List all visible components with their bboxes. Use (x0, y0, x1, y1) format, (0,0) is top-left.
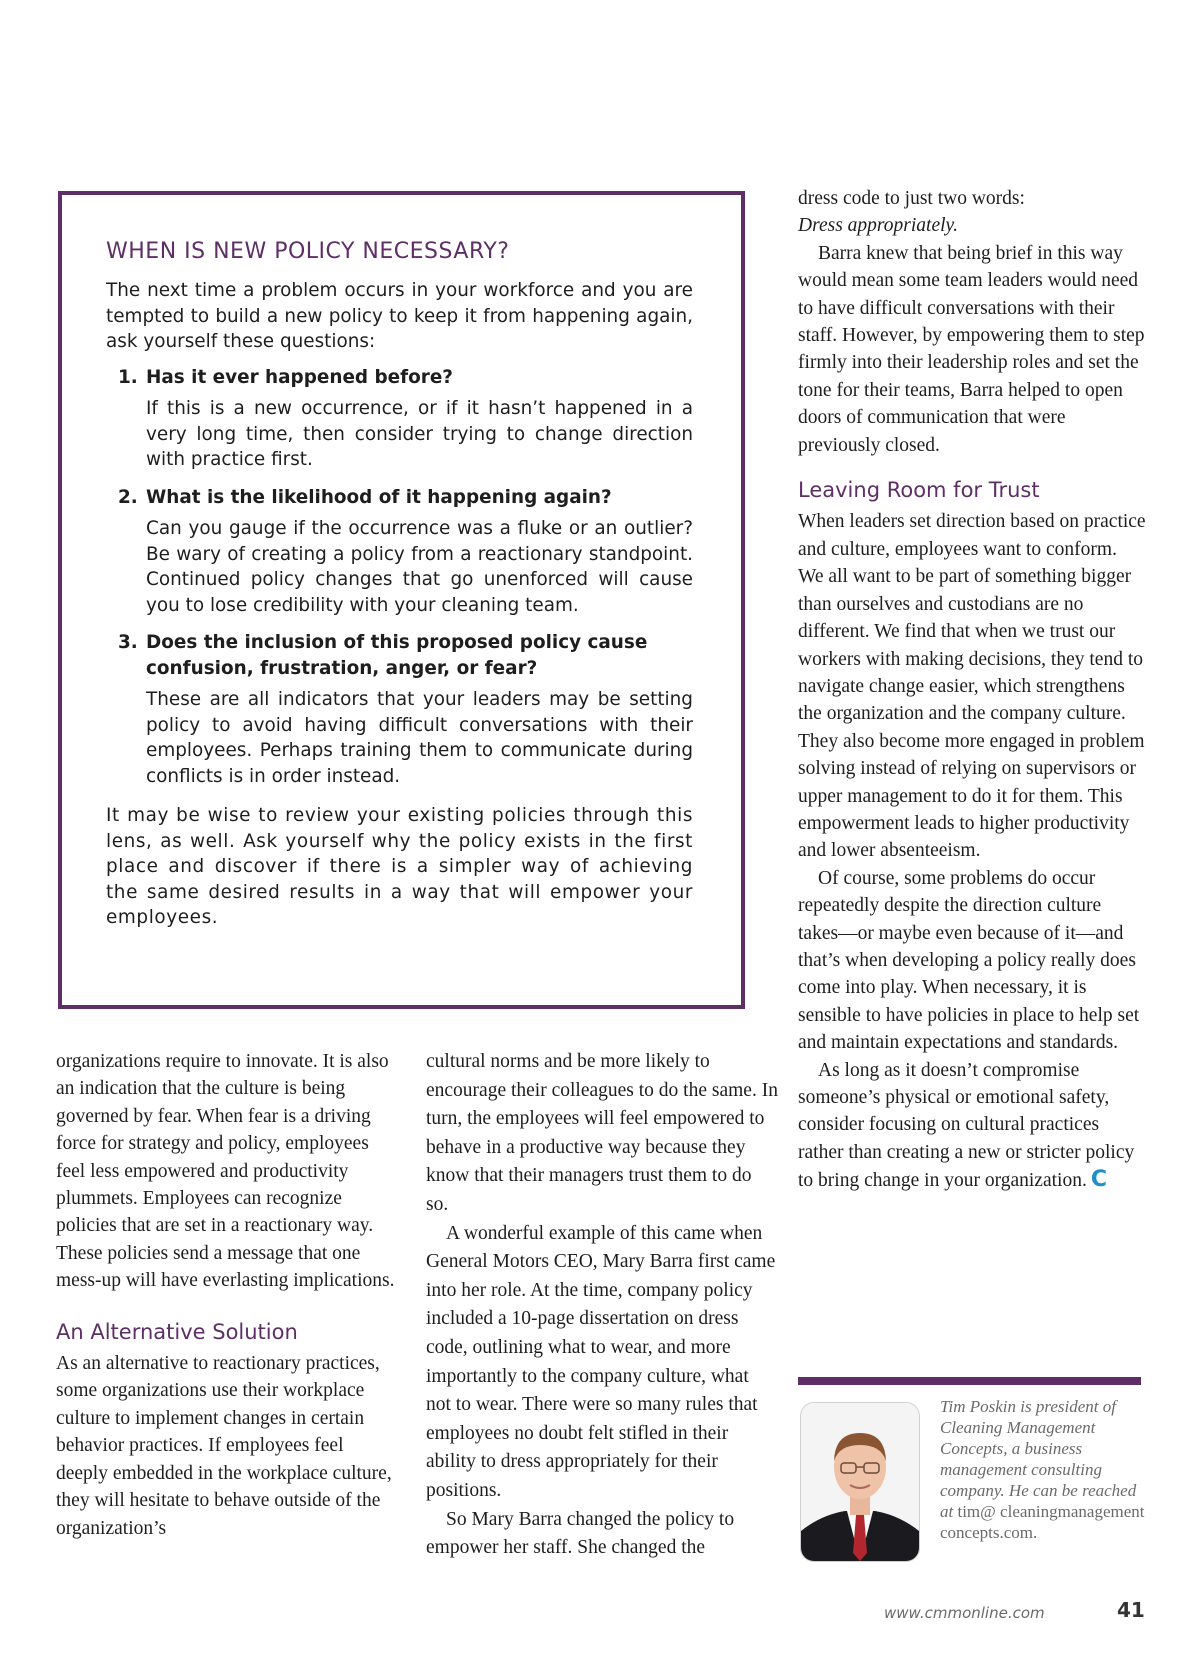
author-bio-text: Tim Poskin is president of Cleaning Management Concepts, a business management consulting company. He can be reached at (940, 1397, 1137, 1521)
question-title: Does the inclusion of this proposed policy cause confusion, frustration, anger, or fear? (146, 632, 648, 679)
question-title: What is the likelihood of it happening again? (146, 486, 612, 508)
paragraph: cultural norms and be more likely to encourage their colleagues to do the same. In turn, the employees will feel empowered to behave in a productive way because they know that their managers trust them to do so. (426, 1051, 778, 1215)
section-heading: An Alternative Solution (56, 1319, 298, 1344)
question-body: Can you gauge if the occurrence was a fluke or an outlier? Be wary of creating a policy from a reactionary standpoint. Continued policy changes that go unenforced will cause you to lose credibility with your cleaning team. (146, 518, 693, 616)
paragraph: A wonderful example of this came when General Motors CEO, Mary Barra first came into her role. At the time, company policy included a 10-page dissertation on dress code, outlining what to wear, and more importantly to the company culture, what not to wear. There were so many rules that employees no doubt felt stifled in their ability to dress appropriately for their positions. (426, 1222, 776, 1501)
sidebar-box (58, 191, 745, 1009)
question-number: 3. (118, 632, 138, 653)
author-photo (800, 1402, 920, 1562)
column-1 (56, 1048, 396, 1542)
paragraph: Of course, some problems do occur repeatedly despite the direction culture takes—or maybe even because of it—and that’s when developing a policy really does come into play. When necessary, it is sensible to have policies in place to help set and maintain expectations and standards. (798, 867, 1140, 1054)
question-item (106, 365, 693, 473)
page-number: 41 (1117, 1598, 1145, 1622)
sidebar-intro: The next time a problem occurs in your workforce and you are tempted to build a new policy to keep it from happening again, ask yourself these questions: (106, 280, 693, 352)
question-body: These are all indicators that your leaders may be setting policy to avoid having difficult conversations with their employees. Perhaps training them to communicate during conflicts is in order instead. (146, 689, 693, 787)
question-item (106, 630, 693, 789)
author-divider (798, 1377, 1141, 1385)
paragraph-text: As long as it doesn’t compromise someone’s physical or emotional safety, consider focusing on cultural practices rather than creating a new or stricter policy to bring change in your organization. (798, 1059, 1135, 1192)
paragraph: So Mary Barra changed the policy to empower her staff. She changed the (426, 1508, 735, 1559)
section-heading: Leaving Room for Trust (798, 478, 1040, 503)
paragraph: Barra knew that being brief in this way would mean some team leaders would need to have difficult conversations with their staff. However, by empowering them to step firmly into their leadership roles and set the tone for their teams, Barra helped to open doors of communication that were previously closed. (798, 242, 1145, 456)
column-2 (426, 1048, 778, 1563)
end-mark-icon: C (1090, 1167, 1107, 1193)
column-3 (798, 185, 1146, 1195)
question-body: If this is a new occurrence, or if it hasn’t happened in a very long time, then consider trying to change direction with practice first. (146, 398, 693, 470)
sidebar-closing: It may be wise to review your existing policies through this lens, as well. Ask yourself why the policy exists in the first place and discover if there is a simpler way of achieving the same desired results in a way that will empower your employees. (106, 805, 693, 928)
author-email: tim@ cleaningmanagement concepts.com. (940, 1502, 1145, 1542)
author-bio (940, 1396, 1145, 1543)
paragraph (798, 1057, 1146, 1195)
paragraph: As an alternative to reactionary practices, some organizations use their workplace culture to implement changes in certain behavior practices. If employees feel deeply embedded in the workplace culture, they will hesitate to behave outside of the organization’s (56, 1353, 392, 1539)
sidebar-title: WHEN IS NEW POLICY NECESSARY? (106, 239, 510, 264)
question-item (106, 485, 693, 619)
question-title: Has it ever happened before? (146, 366, 453, 388)
paragraph: dress code to just two words: (798, 188, 1025, 209)
footer-url: www.cmmonline.com (884, 1604, 1045, 1622)
author-portrait-icon (801, 1403, 919, 1561)
paragraph-italic: Dress appropriately. (798, 215, 958, 237)
paragraph: organizations require to innovate. It is also an indication that the culture is being governed by fear. When fear is a driving force for strategy and policy, employees feel less empowered and productivity plummets. Employees can recognize policies that are set in a reactionary way. These policies send a message that one mess-up will have everlasting implications. (56, 1051, 395, 1292)
paragraph: When leaders set direction based on practice and culture, employees want to conform. We all want to be part of something bigger than ourselves and custodians are no different. We find that when we trust our workers with making decisions, they tend to navigate change easier, which strengthens the organization and the company culture. They also become more engaged in problem solving instead of relying on supervisors or upper management to do it for them. This empowerment leads to higher productivity and lower absenteeism. (798, 511, 1146, 862)
question-number: 1. (118, 366, 138, 388)
question-number: 2. (118, 486, 138, 508)
